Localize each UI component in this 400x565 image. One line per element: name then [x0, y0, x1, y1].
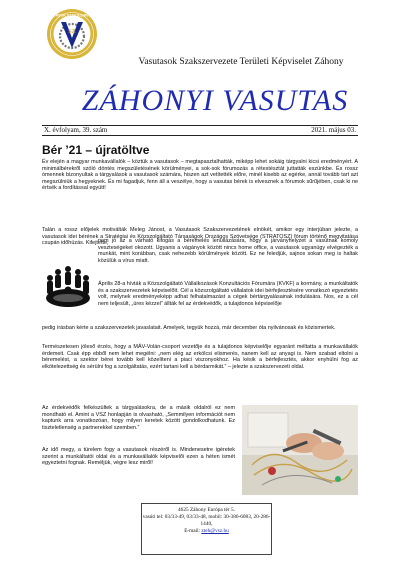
article-paragraph: Az érdekvédők felkészültek a tárgyalásokra, de a másik oldalról ez nem mondható el. Amint a VSZ honlapján is olvasható, „Semmilyen információt nem kaptunk arra vonatkozóan, hogy milyen keretek között gondolkodhatunk. Ez tiszteletlenség a partnerekkel szemben.”: [42, 405, 235, 431]
article-paragraph: Talán a rossz előjelek motiválták Meleg Jánost, a Vasutasok Szakszervezetének elnökét, amikor egy interjúban jelezte, a vasutasok idei bérének a Stratégiai és Közszolgáltató Társaságok Országos Szövetsége (STRATOSZ) fórum történő megvitatása csupán időhúzás. Kifejtette,: [42, 227, 358, 247]
issue-bar: [42, 125, 358, 136]
article-paragraph: Természetesen jóleső érzés, hogy a MÁV-Volán-csoport vezetője és a tulajdonos képviselője egyaránt méltatta a munkavállalók érdemeit. Csak épp ebből nem lehet megélni: „nem elég az erkölcsi elismerés, nanem kell az anyagi is. Nem szabad eltolni a béremelést, a szektor bérei tovább kell közelíteni a piaci viszonyokhoz. Ha késik a bérfejlesztés, akkor enyhülni fog az elkötelezettség és sérülni fog a szolgáltatás, ezért tartani kell a bérdarmikát.” – jelezte a szakszervezeti oldal.: [42, 344, 358, 370]
meeting-illustration: [42, 254, 94, 312]
email-link[interactable]: zteh@vsz.hu: [201, 528, 229, 534]
contact-phone: vasúti tel: 03/33-49, 03/33-48, mobil: 30-386-6083, 20-286-1440,: [142, 514, 271, 527]
svg-text:SZ: SZ: [68, 29, 76, 35]
svg-text:VASUTASOK SZAKSZERVEZETE: VASUTASOK SZAKSZERVEZETE: [46, 13, 98, 18]
union-name: Vasutasok Szakszervezete Területi Képviselet Záhony: [138, 57, 344, 67]
article-headline: Bér ’21 – újratöltve: [42, 143, 150, 157]
contact-email-line: [142, 528, 271, 535]
article-paragraph: nem jó az a várható kifogás a béremelés lenullázására, hogy a járványhelyzet a vasútnak komoly veszteségeket okozott. Ugyanis a vágányok között nincs home office, a vasutasok ugyanúgy elvégezték a munkát, mint korábban, csak nehezebb körülmények között. Ez ne feledjük, sajnos sokan meg is haltak közülük a vírus miatt.: [98, 238, 358, 264]
issue-date: 2021. május 03.: [311, 126, 356, 134]
article-paragraph: pedig írásban kérte a szakszervezetek javaslatait. Amelyek, tegyük hozzá, már december óta nyilvánosak és közismertek.: [42, 325, 336, 331]
article-paragraph: Április 28-a hívták a Közszolgáltató Vállalkozások Konzultációs Fórumára (KVKF) a kormány, a munkáltatók és a szakszervezetek képviselőit. Cél a közszolgáltató vállalatok idei bérfejlesztésére vonatkozó egyeztetés volt, melynek eredményeképp adhat felhatalmazást a cégek bértárgyalásainak indulására. Nos, ez a cél nem teljesült, „üres kézzel” állták fel az érdekvédők, a tulajdonos képviselője: [98, 281, 358, 307]
union-logo: [46, 8, 98, 60]
article-paragraph: Az idő megy, a türelem fogy a vasutasok részéről is. Mindenesetre igéretek szerint a munkáltatói oldal és a munkavállalók képviselői ezen a héten ismét egyeztetni fognak. Reméljük, végre lesz miről!: [42, 447, 235, 467]
masthead-title: ZÁHONYI VASUTAS: [81, 84, 349, 117]
contact-box: [141, 503, 272, 555]
article-paragraph: Év elején a magyar munkavállalók – köztük a vasutasok – megtapasztalhatták, miképp lehet sokáig tárgyalni kicsi eredményért. A minimálbérekről szóló döntés megszületésének körülményei, a sok-sok fórumozás a rétestésztát juttatták eszünkbe. És rossz ómennek bizonyultak a tárgyalások a vasutasok számára, hiszen azt vetítették előre, minél kisebb az egérke, annál tovább tart azt megszülniük a hegyeknek. És mi fagadjuk, fenn áll a veszélye, hogy a vasutas bérek is elvesznek a fórumok sűrűjében, csak ki ne értsék a fordítással együtt!: [42, 159, 358, 192]
technician-photo: [242, 405, 358, 495]
issue-volume: X. évfolyam, 39. szám: [44, 126, 108, 134]
contact-address: 4625 Záhony Európa tér 5.: [178, 507, 235, 513]
contact-email-label: E-mail:: [184, 528, 202, 534]
